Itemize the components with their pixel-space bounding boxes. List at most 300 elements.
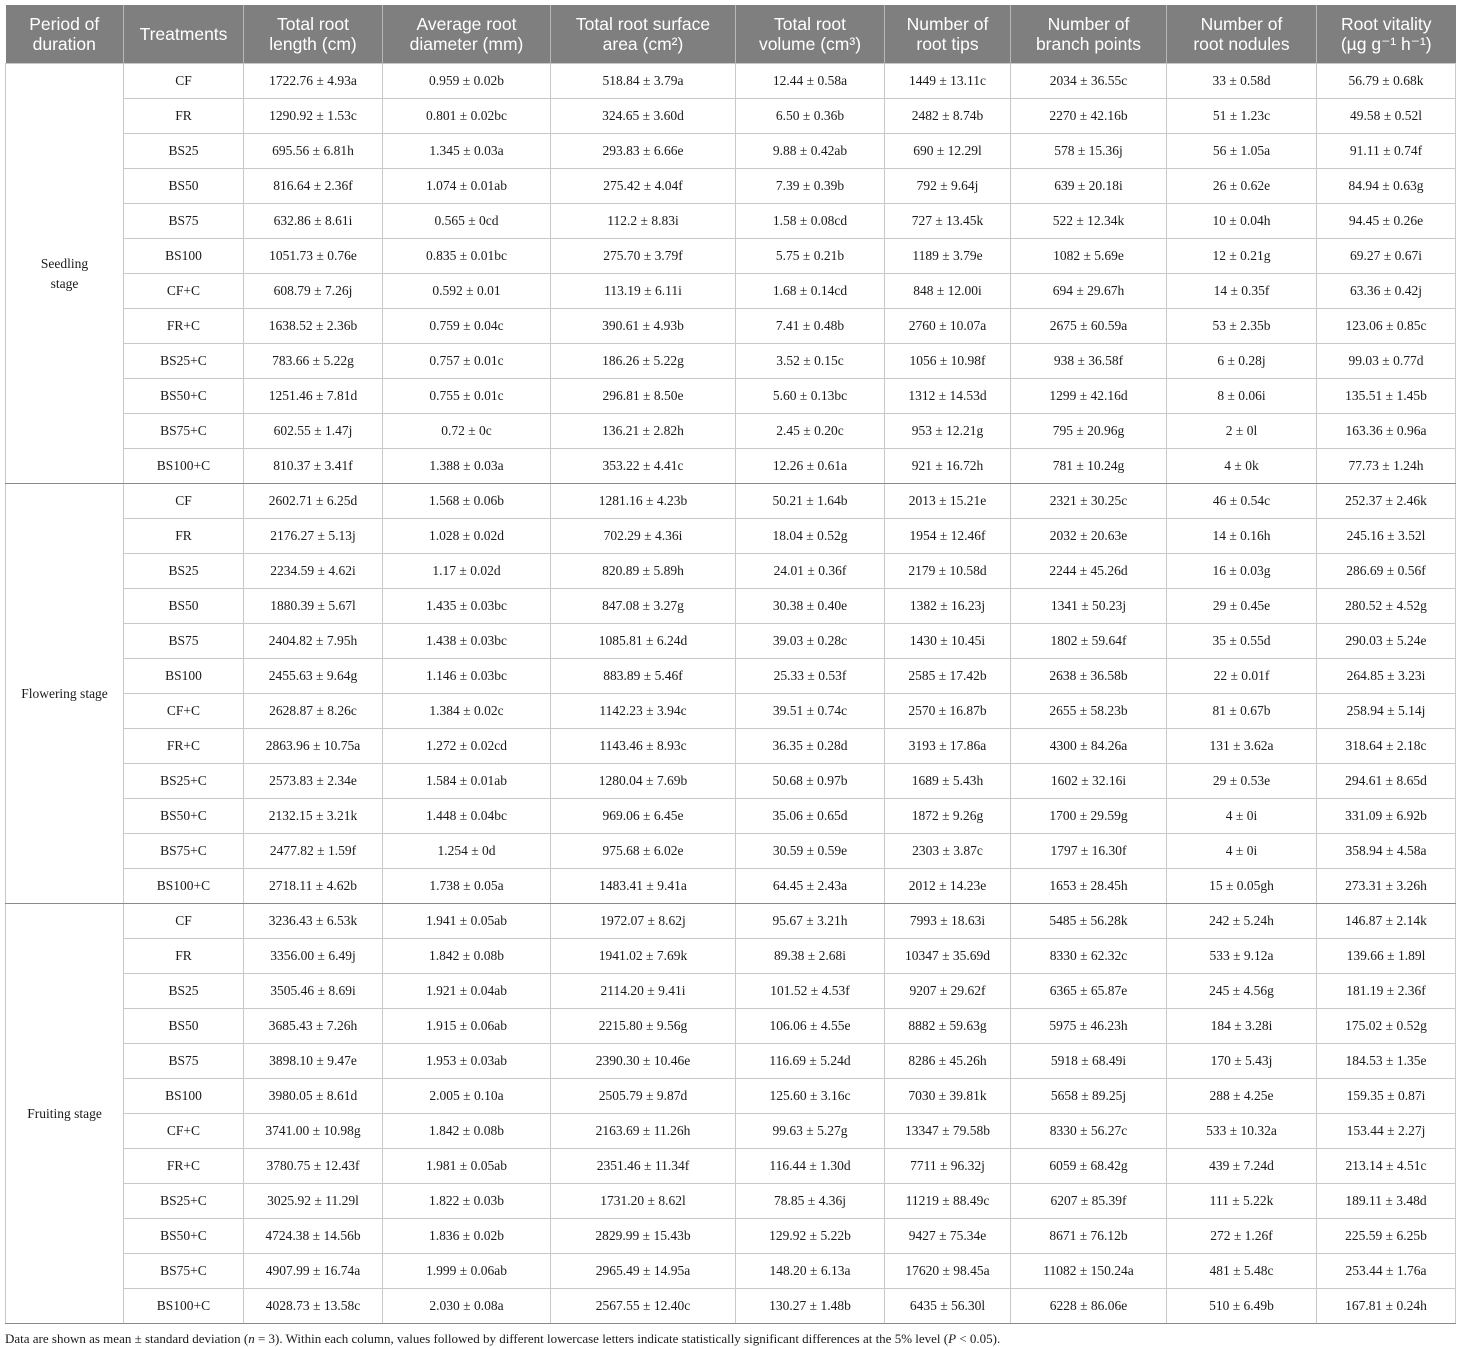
treatment-cell: BS75 (124, 624, 244, 659)
root-vitality-cell: 189.11 ± 3.48d (1317, 1184, 1456, 1219)
header-total-root-volume: Total root volume (cm³) (736, 5, 885, 64)
treatment-cell: FR+C (124, 1149, 244, 1184)
table-row (6, 1044, 1456, 1079)
total-root-length-cell: 1051.73 ± 0.76e (244, 239, 383, 274)
total-root-length-cell: 608.79 ± 7.26j (244, 274, 383, 309)
root-nodules-cell: 14 ± 0.35f (1167, 274, 1317, 309)
total-root-volume-cell: 36.35 ± 0.28d (736, 729, 885, 764)
average-root-diameter-cell: 1.146 ± 0.03bc (383, 659, 551, 694)
table-footnote: Data are shown as mean ± standard deviation (n = 3). Within each column, values followed by different lowercase letters indicate statistically significant differences at the 5% level (P < 0.05). (5, 1331, 1001, 1346)
total-root-surface-area-cell: 1483.41 ± 9.41a (551, 869, 736, 904)
root-tips-cell: 13347 ± 79.58b (885, 1114, 1011, 1149)
table-row (6, 1219, 1456, 1254)
table-row (6, 449, 1456, 484)
total-root-volume-cell: 116.69 ± 5.24d (736, 1044, 885, 1079)
total-root-volume-cell: 3.52 ± 0.15c (736, 344, 885, 379)
total-root-length-cell: 1638.52 ± 2.36b (244, 309, 383, 344)
branch-points-cell: 2244 ± 45.26d (1011, 554, 1167, 589)
average-root-diameter-cell: 0.565 ± 0cd (383, 204, 551, 239)
root-nodules-cell: 2 ± 0l (1167, 414, 1317, 449)
root-vitality-cell: 77.73 ± 1.24h (1317, 449, 1456, 484)
average-root-diameter-cell: 1.999 ± 0.06ab (383, 1254, 551, 1289)
root-tips-cell: 2013 ± 15.21e (885, 484, 1011, 519)
treatment-cell: FR+C (124, 729, 244, 764)
root-tips-cell: 1449 ± 13.11c (885, 64, 1011, 99)
root-nodules-cell: 16 ± 0.03g (1167, 554, 1317, 589)
root-tips-cell: 921 ± 16.72h (885, 449, 1011, 484)
root-nodules-cell: 272 ± 1.26f (1167, 1219, 1317, 1254)
total-root-surface-area-cell: 275.42 ± 4.04f (551, 169, 736, 204)
total-root-length-cell: 632.86 ± 8.61i (244, 204, 383, 239)
root-nodules-cell: 56 ± 1.05a (1167, 134, 1317, 169)
branch-points-cell: 2270 ± 42.16b (1011, 99, 1167, 134)
total-root-surface-area-cell: 820.89 ± 5.89h (551, 554, 736, 589)
average-root-diameter-cell: 1.074 ± 0.01ab (383, 169, 551, 204)
total-root-length-cell: 3685.43 ± 7.26h (244, 1009, 383, 1044)
treatment-cell: BS50 (124, 589, 244, 624)
root-vitality-cell: 49.58 ± 0.52l (1317, 99, 1456, 134)
total-root-volume-cell: 64.45 ± 2.43a (736, 869, 885, 904)
treatment-cell: BS75 (124, 204, 244, 239)
root-nodules-cell: 439 ± 7.24d (1167, 1149, 1317, 1184)
root-vitality-cell: 153.44 ± 2.27j (1317, 1114, 1456, 1149)
total-root-surface-area-cell: 1142.23 ± 3.94c (551, 694, 736, 729)
total-root-length-cell: 3780.75 ± 12.43f (244, 1149, 383, 1184)
total-root-surface-area-cell: 1143.46 ± 8.93c (551, 729, 736, 764)
root-nodules-cell: 12 ± 0.21g (1167, 239, 1317, 274)
total-root-surface-area-cell: 975.68 ± 6.02e (551, 834, 736, 869)
average-root-diameter-cell: 0.759 ± 0.04c (383, 309, 551, 344)
table-row (6, 799, 1456, 834)
total-root-length-cell: 783.66 ± 5.22g (244, 344, 383, 379)
treatment-cell: BS75+C (124, 834, 244, 869)
header-period: Period of duration (6, 5, 124, 64)
total-root-length-cell: 1251.46 ± 7.81d (244, 379, 383, 414)
average-root-diameter-cell: 1.345 ± 0.03a (383, 134, 551, 169)
branch-points-cell: 6228 ± 86.06e (1011, 1289, 1167, 1324)
treatment-cell: CF+C (124, 1114, 244, 1149)
treatment-cell: BS50 (124, 1009, 244, 1044)
total-root-surface-area-cell: 2390.30 ± 10.46e (551, 1044, 736, 1079)
average-root-diameter-cell: 1.17 ± 0.02d (383, 554, 551, 589)
average-root-diameter-cell: 1.438 ± 0.03bc (383, 624, 551, 659)
total-root-length-cell: 4724.38 ± 14.56b (244, 1219, 383, 1254)
root-nodules-cell: 131 ± 3.62a (1167, 729, 1317, 764)
root-vitality-cell: 135.51 ± 1.45b (1317, 379, 1456, 414)
total-root-surface-area-cell: 353.22 ± 4.41c (551, 449, 736, 484)
root-tips-cell: 2585 ± 17.42b (885, 659, 1011, 694)
average-root-diameter-cell: 0.835 ± 0.01bc (383, 239, 551, 274)
table-row (6, 1079, 1456, 1114)
total-root-length-cell: 695.56 ± 6.81h (244, 134, 383, 169)
root-tips-cell: 7030 ± 39.81k (885, 1079, 1011, 1114)
root-tips-cell: 690 ± 12.29l (885, 134, 1011, 169)
root-nodules-cell: 14 ± 0.16h (1167, 519, 1317, 554)
root-nodules-cell: 170 ± 5.43j (1167, 1044, 1317, 1079)
root-vitality-cell: 273.31 ± 3.26h (1317, 869, 1456, 904)
treatment-cell: BS25+C (124, 344, 244, 379)
treatment-cell: BS100 (124, 239, 244, 274)
total-root-volume-cell: 24.01 ± 0.36f (736, 554, 885, 589)
branch-points-cell: 2655 ± 58.23b (1011, 694, 1167, 729)
total-root-surface-area-cell: 847.08 ± 3.27g (551, 589, 736, 624)
total-root-volume-cell: 125.60 ± 3.16c (736, 1079, 885, 1114)
average-root-diameter-cell: 0.755 ± 0.01c (383, 379, 551, 414)
root-vitality-cell: 280.52 ± 4.52g (1317, 589, 1456, 624)
total-root-volume-cell: 30.38 ± 0.40e (736, 589, 885, 624)
total-root-length-cell: 4907.99 ± 16.74a (244, 1254, 383, 1289)
branch-points-cell: 2321 ± 30.25c (1011, 484, 1167, 519)
root-vitality-cell: 252.37 ± 2.46k (1317, 484, 1456, 519)
root-tips-cell: 10347 ± 35.69d (885, 939, 1011, 974)
treatment-cell: BS25 (124, 974, 244, 1009)
treatment-cell: BS50+C (124, 799, 244, 834)
header-root-vitality: Root vitality (µg g⁻¹ h⁻¹) (1317, 5, 1456, 64)
root-tips-cell: 7711 ± 96.32j (885, 1149, 1011, 1184)
total-root-volume-cell: 25.33 ± 0.53f (736, 659, 885, 694)
header-branch-points: Number of branch points (1011, 5, 1167, 64)
total-root-volume-cell: 7.39 ± 0.39b (736, 169, 885, 204)
table-row (6, 764, 1456, 799)
total-root-surface-area-cell: 390.61 ± 4.93b (551, 309, 736, 344)
header-row (6, 5, 1456, 64)
header-total-root-surface-area: Total root surface area (cm²) (551, 5, 736, 64)
average-root-diameter-cell: 1.842 ± 0.08b (383, 939, 551, 974)
total-root-length-cell: 2234.59 ± 4.62i (244, 554, 383, 589)
table-row (6, 659, 1456, 694)
branch-points-cell: 1797 ± 16.30f (1011, 834, 1167, 869)
average-root-diameter-cell: 1.981 ± 0.05ab (383, 1149, 551, 1184)
branch-points-cell: 781 ± 10.24g (1011, 449, 1167, 484)
total-root-length-cell: 3741.00 ± 10.98g (244, 1114, 383, 1149)
table-row (6, 834, 1456, 869)
root-tips-cell: 17620 ± 98.45a (885, 1254, 1011, 1289)
root-tips-cell: 1056 ± 10.98f (885, 344, 1011, 379)
treatment-cell: FR+C (124, 309, 244, 344)
branch-points-cell: 1082 ± 5.69e (1011, 239, 1167, 274)
branch-points-cell: 5485 ± 56.28k (1011, 904, 1167, 939)
total-root-length-cell: 1880.39 ± 5.67l (244, 589, 383, 624)
average-root-diameter-cell: 2.030 ± 0.08a (383, 1289, 551, 1324)
root-vitality-cell: 94.45 ± 0.26e (1317, 204, 1456, 239)
table-row (6, 204, 1456, 239)
root-nodules-cell: 510 ± 6.49b (1167, 1289, 1317, 1324)
total-root-length-cell: 2718.11 ± 4.62b (244, 869, 383, 904)
total-root-volume-cell: 12.44 ± 0.58a (736, 64, 885, 99)
average-root-diameter-cell: 0.757 ± 0.01c (383, 344, 551, 379)
total-root-volume-cell: 106.06 ± 4.55e (736, 1009, 885, 1044)
total-root-length-cell: 1290.92 ± 1.53c (244, 99, 383, 134)
root-tips-cell: 727 ± 13.45k (885, 204, 1011, 239)
table-row (6, 99, 1456, 134)
treatment-cell: BS25+C (124, 764, 244, 799)
total-root-volume-cell: 50.68 ± 0.97b (736, 764, 885, 799)
table-container (5, 5, 1455, 1347)
root-nodules-cell: 15 ± 0.05gh (1167, 869, 1317, 904)
total-root-volume-cell: 35.06 ± 0.65d (736, 799, 885, 834)
root-tips-cell: 1189 ± 3.79e (885, 239, 1011, 274)
root-tips-cell: 1382 ± 16.23j (885, 589, 1011, 624)
total-root-surface-area-cell: 2351.46 ± 11.34f (551, 1149, 736, 1184)
root-nodules-cell: 533 ± 9.12a (1167, 939, 1317, 974)
root-tips-cell: 8286 ± 45.26h (885, 1044, 1011, 1079)
branch-points-cell: 11082 ± 150.24a (1011, 1254, 1167, 1289)
treatment-cell: BS25 (124, 554, 244, 589)
treatment-cell: CF (124, 484, 244, 519)
table-row (6, 589, 1456, 624)
branch-points-cell: 1341 ± 50.23j (1011, 589, 1167, 624)
total-root-length-cell: 2573.83 ± 2.34e (244, 764, 383, 799)
total-root-length-cell: 3898.10 ± 9.47e (244, 1044, 383, 1079)
average-root-diameter-cell: 1.842 ± 0.08b (383, 1114, 551, 1149)
total-root-surface-area-cell: 1281.16 ± 4.23b (551, 484, 736, 519)
root-tips-cell: 8882 ± 59.63g (885, 1009, 1011, 1044)
root-vitality-cell: 123.06 ± 0.85c (1317, 309, 1456, 344)
table-row (6, 309, 1456, 344)
root-tips-cell: 1872 ± 9.26g (885, 799, 1011, 834)
root-nodules-cell: 29 ± 0.53e (1167, 764, 1317, 799)
average-root-diameter-cell: 0.959 ± 0.02b (383, 64, 551, 99)
treatment-cell: BS100+C (124, 869, 244, 904)
branch-points-cell: 2032 ± 20.63e (1011, 519, 1167, 554)
average-root-diameter-cell: 1.384 ± 0.02c (383, 694, 551, 729)
root-tips-cell: 2303 ± 3.87c (885, 834, 1011, 869)
average-root-diameter-cell: 1.435 ± 0.03bc (383, 589, 551, 624)
root-nodules-cell: 288 ± 4.25e (1167, 1079, 1317, 1114)
root-nodules-cell: 33 ± 0.58d (1167, 64, 1317, 99)
total-root-length-cell: 3025.92 ± 11.29l (244, 1184, 383, 1219)
total-root-surface-area-cell: 1972.07 ± 8.62j (551, 904, 736, 939)
total-root-length-cell: 816.64 ± 2.36f (244, 169, 383, 204)
table-row (6, 484, 1456, 519)
treatment-cell: BS100+C (124, 1289, 244, 1324)
branch-points-cell: 8330 ± 62.32c (1011, 939, 1167, 974)
total-root-surface-area-cell: 1280.04 ± 7.69b (551, 764, 736, 799)
table-row (6, 729, 1456, 764)
root-tips-cell: 792 ± 9.64j (885, 169, 1011, 204)
root-vitality-cell: 91.11 ± 0.74f (1317, 134, 1456, 169)
root-vitality-cell: 318.64 ± 2.18c (1317, 729, 1456, 764)
total-root-volume-cell: 5.60 ± 0.13bc (736, 379, 885, 414)
average-root-diameter-cell: 2.005 ± 0.10a (383, 1079, 551, 1114)
branch-points-cell: 5975 ± 46.23h (1011, 1009, 1167, 1044)
total-root-surface-area-cell: 1941.02 ± 7.69k (551, 939, 736, 974)
root-nodules-cell: 242 ± 5.24h (1167, 904, 1317, 939)
root-nodules-cell: 245 ± 4.56g (1167, 974, 1317, 1009)
average-root-diameter-cell: 1.738 ± 0.05a (383, 869, 551, 904)
average-root-diameter-cell: 1.254 ± 0d (383, 834, 551, 869)
root-vitality-cell: 163.36 ± 0.96a (1317, 414, 1456, 449)
total-root-surface-area-cell: 702.29 ± 4.36i (551, 519, 736, 554)
total-root-volume-cell: 89.38 ± 2.68i (736, 939, 885, 974)
treatment-cell: BS25 (124, 134, 244, 169)
root-tips-cell: 2012 ± 14.23e (885, 869, 1011, 904)
table-row (6, 624, 1456, 659)
table-row (6, 274, 1456, 309)
treatment-cell: BS75 (124, 1044, 244, 1079)
root-tips-cell: 1430 ± 10.45i (885, 624, 1011, 659)
total-root-surface-area-cell: 2567.55 ± 12.40c (551, 1289, 736, 1324)
root-nodules-cell: 111 ± 5.22k (1167, 1184, 1317, 1219)
root-tips-cell: 2179 ± 10.58d (885, 554, 1011, 589)
table-row (6, 1149, 1456, 1184)
treatment-cell: BS50+C (124, 1219, 244, 1254)
total-root-volume-cell: 2.45 ± 0.20c (736, 414, 885, 449)
header-total-root-length: Total root length (cm) (244, 5, 383, 64)
total-root-volume-cell: 6.50 ± 0.36b (736, 99, 885, 134)
average-root-diameter-cell: 1.921 ± 0.04ab (383, 974, 551, 1009)
table-body (6, 64, 1456, 1324)
root-vitality-cell: 245.16 ± 3.52l (1317, 519, 1456, 554)
root-nodules-cell: 81 ± 0.67b (1167, 694, 1317, 729)
table-row (6, 1114, 1456, 1149)
total-root-volume-cell: 1.68 ± 0.14cd (736, 274, 885, 309)
total-root-volume-cell: 78.85 ± 4.36j (736, 1184, 885, 1219)
root-tips-cell: 2760 ± 10.07a (885, 309, 1011, 344)
branch-points-cell: 1653 ± 28.45h (1011, 869, 1167, 904)
total-root-surface-area-cell: 136.21 ± 2.82h (551, 414, 736, 449)
branch-points-cell: 694 ± 29.67h (1011, 274, 1167, 309)
treatment-cell: FR (124, 519, 244, 554)
branch-points-cell: 5658 ± 89.25j (1011, 1079, 1167, 1114)
treatment-cell: CF+C (124, 694, 244, 729)
total-root-surface-area-cell: 293.83 ± 6.66e (551, 134, 736, 169)
average-root-diameter-cell: 0.72 ± 0c (383, 414, 551, 449)
total-root-volume-cell: 5.75 ± 0.21b (736, 239, 885, 274)
root-vitality-cell: 56.79 ± 0.68k (1317, 64, 1456, 99)
root-vitality-cell: 253.44 ± 1.76a (1317, 1254, 1456, 1289)
total-root-volume-cell: 39.03 ± 0.28c (736, 624, 885, 659)
average-root-diameter-cell: 1.584 ± 0.01ab (383, 764, 551, 799)
branch-points-cell: 5918 ± 68.49i (1011, 1044, 1167, 1079)
root-vitality-cell: 146.87 ± 2.14k (1317, 904, 1456, 939)
root-tips-cell: 1312 ± 14.53d (885, 379, 1011, 414)
table-row (6, 554, 1456, 589)
total-root-surface-area-cell: 1731.20 ± 8.62l (551, 1184, 736, 1219)
total-root-length-cell: 2455.63 ± 9.64g (244, 659, 383, 694)
root-nodules-cell: 4 ± 0i (1167, 799, 1317, 834)
total-root-length-cell: 2628.87 ± 8.26c (244, 694, 383, 729)
total-root-surface-area-cell: 2505.79 ± 9.87d (551, 1079, 736, 1114)
branch-points-cell: 6207 ± 85.39f (1011, 1184, 1167, 1219)
table-row (6, 1184, 1456, 1219)
branch-points-cell: 8330 ± 56.27c (1011, 1114, 1167, 1149)
total-root-length-cell: 1722.76 ± 4.93a (244, 64, 383, 99)
root-tips-cell: 2482 ± 8.74b (885, 99, 1011, 134)
treatment-cell: BS100 (124, 1079, 244, 1114)
table-row (6, 379, 1456, 414)
root-vitality-cell: 159.35 ± 0.87i (1317, 1079, 1456, 1114)
average-root-diameter-cell: 1.822 ± 0.03b (383, 1184, 551, 1219)
root-tips-cell: 848 ± 12.00i (885, 274, 1011, 309)
root-vitality-cell: 139.66 ± 1.89l (1317, 939, 1456, 974)
total-root-volume-cell: 9.88 ± 0.42ab (736, 134, 885, 169)
root-nodules-cell: 46 ± 0.54c (1167, 484, 1317, 519)
branch-points-cell: 8671 ± 76.12b (1011, 1219, 1167, 1254)
total-root-length-cell: 2602.71 ± 6.25d (244, 484, 383, 519)
header-root-nodules: Number of root nodules (1167, 5, 1317, 64)
root-vitality-cell: 258.94 ± 5.14j (1317, 694, 1456, 729)
total-root-length-cell: 810.37 ± 3.41f (244, 449, 383, 484)
total-root-surface-area-cell: 2163.69 ± 11.26h (551, 1114, 736, 1149)
table-row (6, 414, 1456, 449)
root-vitality-cell: 84.94 ± 0.63g (1317, 169, 1456, 204)
root-tips-cell: 1954 ± 12.46f (885, 519, 1011, 554)
root-nodules-cell: 184 ± 3.28i (1167, 1009, 1317, 1044)
treatment-cell: BS100+C (124, 449, 244, 484)
average-root-diameter-cell: 0.592 ± 0.01 (383, 274, 551, 309)
table-row (6, 64, 1456, 99)
table-row (6, 134, 1456, 169)
root-tips-cell: 6435 ± 56.30l (885, 1289, 1011, 1324)
root-vitality-cell: 69.27 ± 0.67i (1317, 239, 1456, 274)
branch-points-cell: 2638 ± 36.58b (1011, 659, 1167, 694)
treatment-cell: CF (124, 904, 244, 939)
treatment-cell: BS50 (124, 169, 244, 204)
branch-points-cell: 795 ± 20.96g (1011, 414, 1167, 449)
root-tips-cell: 11219 ± 88.49c (885, 1184, 1011, 1219)
treatment-cell: BS25+C (124, 1184, 244, 1219)
branch-points-cell: 1602 ± 32.16i (1011, 764, 1167, 799)
root-nodules-cell: 6 ± 0.28j (1167, 344, 1317, 379)
table-row (6, 344, 1456, 379)
branch-points-cell: 6365 ± 65.87e (1011, 974, 1167, 1009)
total-root-volume-cell: 95.67 ± 3.21h (736, 904, 885, 939)
table-row (6, 1289, 1456, 1324)
root-vitality-cell: 264.85 ± 3.23i (1317, 659, 1456, 694)
root-vitality-cell: 294.61 ± 8.65d (1317, 764, 1456, 799)
total-root-volume-cell: 12.26 ± 0.61a (736, 449, 885, 484)
total-root-surface-area-cell: 1085.81 ± 6.24d (551, 624, 736, 659)
root-vitality-cell: 99.03 ± 0.77d (1317, 344, 1456, 379)
table-row (6, 869, 1456, 904)
total-root-length-cell: 2477.82 ± 1.59f (244, 834, 383, 869)
total-root-surface-area-cell: 883.89 ± 5.46f (551, 659, 736, 694)
root-nodules-cell: 481 ± 5.48c (1167, 1254, 1317, 1289)
total-root-volume-cell: 101.52 ± 4.53f (736, 974, 885, 1009)
total-root-volume-cell: 130.27 ± 1.48b (736, 1289, 885, 1324)
branch-points-cell: 639 ± 20.18i (1011, 169, 1167, 204)
root-tips-cell: 953 ± 12.21g (885, 414, 1011, 449)
treatment-cell: BS100 (124, 659, 244, 694)
average-root-diameter-cell: 1.836 ± 0.02b (383, 1219, 551, 1254)
treatment-cell: CF (124, 64, 244, 99)
treatment-cell: BS75+C (124, 1254, 244, 1289)
root-traits-table (5, 5, 1456, 1324)
branch-points-cell: 578 ± 15.36j (1011, 134, 1167, 169)
root-nodules-cell: 4 ± 0k (1167, 449, 1317, 484)
table-row (6, 694, 1456, 729)
average-root-diameter-cell: 1.941 ± 0.05ab (383, 904, 551, 939)
total-root-surface-area-cell: 2829.99 ± 15.43b (551, 1219, 736, 1254)
period-cell: Flowering stage (6, 484, 124, 904)
root-nodules-cell: 29 ± 0.45e (1167, 589, 1317, 624)
branch-points-cell: 6059 ± 68.42g (1011, 1149, 1167, 1184)
branch-points-cell: 522 ± 12.34k (1011, 204, 1167, 239)
total-root-surface-area-cell: 969.06 ± 6.45e (551, 799, 736, 834)
root-tips-cell: 2570 ± 16.87b (885, 694, 1011, 729)
total-root-volume-cell: 39.51 ± 0.74c (736, 694, 885, 729)
total-root-volume-cell: 129.92 ± 5.22b (736, 1219, 885, 1254)
total-root-length-cell: 3980.05 ± 8.61d (244, 1079, 383, 1114)
total-root-length-cell: 602.55 ± 1.47j (244, 414, 383, 449)
table-row (6, 974, 1456, 1009)
total-root-volume-cell: 148.20 ± 6.13a (736, 1254, 885, 1289)
table-row (6, 939, 1456, 974)
root-vitality-cell: 213.14 ± 4.51c (1317, 1149, 1456, 1184)
total-root-volume-cell: 18.04 ± 0.52g (736, 519, 885, 554)
header-average-root-diameter: Average root diameter (mm) (383, 5, 551, 64)
